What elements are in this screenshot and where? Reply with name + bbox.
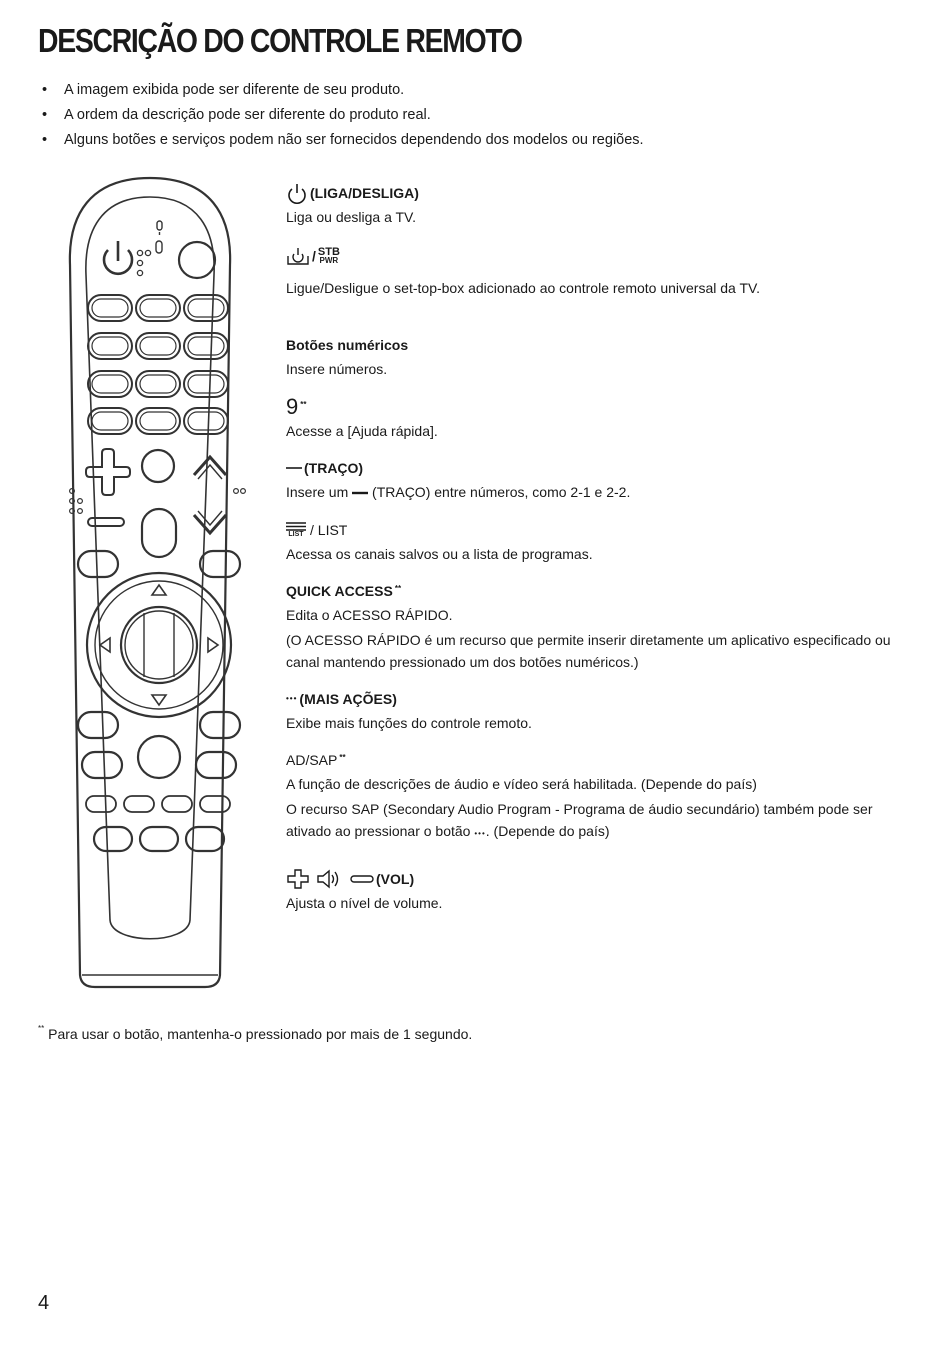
bullet: •	[42, 82, 48, 98]
item-numeric	[286, 332, 896, 380]
dash-icon	[352, 488, 368, 498]
bullet: •	[42, 132, 48, 148]
mic-icon	[156, 221, 162, 253]
power-icon	[286, 182, 308, 204]
power-heading: (LIGA/DESLIGA)	[310, 185, 419, 201]
speaker-icon	[316, 868, 342, 890]
numeric-heading: Botões numéricos	[286, 337, 409, 353]
note-item: • Alguns botões e serviços podem não ser fornecidos dependendo dos modelos ou regiões.	[42, 132, 644, 148]
quick-help-desc: Acesse a [Ajuda rápida].	[286, 423, 438, 439]
note-item: • A imagem exibida pode ser diferente de seu produto.	[42, 82, 405, 98]
volume-down-icon	[88, 518, 124, 526]
volume-desc: Ajusta o nível de volume.	[286, 895, 443, 911]
round-top-button	[179, 242, 215, 278]
color-buttons	[86, 796, 230, 812]
dash-desc: Insere um (TRAÇO) entre números, como 2-1 e 2-2.	[286, 484, 631, 500]
item-dash	[286, 455, 896, 503]
quick-access-desc: Edita o ACESSO RÁPIDO.	[286, 607, 453, 623]
stb-power-icon	[286, 246, 310, 266]
arrow-down-icon	[152, 695, 166, 705]
note-item: • A ordem da descrição pode ser diferente do produto real.	[42, 107, 431, 123]
list-icon: LIST	[288, 530, 304, 538]
item-stb: / STB PWR Ligue/Desligue o set-top-box adicionado ao controle remoto universal da TV.	[286, 243, 896, 299]
bullet: •	[42, 107, 48, 123]
ad-sap-heading: AD/SAP	[286, 752, 338, 768]
volume-heading: (VOL)	[376, 871, 415, 887]
numeric-desc: Insere números.	[286, 361, 388, 377]
item-volume	[286, 866, 896, 914]
volume-plus-icon	[286, 868, 310, 890]
arrow-right-icon	[208, 638, 218, 652]
nine-glyph: 9	[286, 394, 299, 419]
directional-pad	[87, 573, 231, 717]
remote-control-illustration	[50, 175, 250, 995]
list-heading: / LIST	[310, 522, 348, 538]
ok-wheel	[121, 607, 197, 683]
item-more-actions	[286, 686, 896, 734]
stb-pwr-label: STB PWR	[317, 246, 340, 265]
item-list	[286, 517, 896, 565]
item-ad-sap: AD/SAP ** A função de descrições de áudio e vídeo será habilitada. (Depende do país) O recurso SAP (Secondary Audio Program - Programa de áudio secundário) também pode ser ativado ao pressionar o botão •••. (Depende do país)	[286, 747, 896, 845]
arrow-up-icon	[152, 585, 166, 595]
list-desc: Acessa os canais salvos ou a lista de programas.	[286, 546, 593, 562]
center-round-button	[142, 450, 174, 482]
dash-icon	[286, 463, 302, 473]
power-desc: Liga ou desliga a TV.	[286, 209, 416, 225]
item-power	[286, 180, 896, 228]
page-number: 4	[38, 1292, 50, 1314]
arrow-left-icon	[100, 638, 110, 652]
volume-minus-icon	[350, 874, 374, 884]
item-quick-help: 9 ** Acesse a [Ajuda rápida].	[286, 394, 896, 442]
mute-button	[142, 509, 176, 557]
dash-heading: (TRAÇO)	[304, 460, 364, 476]
footnote: ** Para usar o botão, mantenha-o pressionado por mais de 1 segundo.	[38, 1024, 473, 1042]
more-actions-desc: Exibe mais funções do controle remoto.	[286, 715, 532, 731]
page-title: DESCRIÇÃO DO CONTROLE REMOTO	[38, 22, 522, 59]
notes-list	[40, 80, 644, 155]
stb-desc: Ligue/Desligue o set-top-box adicionado ao controle remoto universal da TV.	[286, 280, 760, 296]
ad-sap-note: O recurso SAP (Secondary Audio Program - Programa de áudio secundário) também pode ser ativado ao pressionar o botão •••. (Depende do país)	[286, 801, 873, 839]
quick-access-note: (O ACESSO RÁPIDO é um recurso que permite inserir diretamente um aplicativo especificado ou canal mantendo pressionado um dos botões numéricos.)	[286, 632, 891, 670]
quick-access-heading: QUICK ACCESS	[286, 583, 393, 599]
number-pad	[88, 295, 228, 434]
home-round-button	[138, 736, 180, 778]
power-button-icon	[104, 241, 132, 274]
more-dots-icon: •••	[474, 829, 486, 838]
item-quick-access: QUICK ACCESS ** Edita o ACESSO RÁPIDO. (O ACESSO RÁPIDO é um recurso que permite inserir diretamente um aplicativo especificado ou canal mantendo pressionado um dos botões numéricos.)	[286, 578, 896, 673]
more-dots-icon: •••	[286, 694, 298, 703]
more-actions-heading: (MAIS AÇÕES)	[299, 691, 397, 707]
ad-sap-desc: A função de descrições de áudio e vídeo será habilitada. (Depende do país)	[286, 776, 757, 792]
